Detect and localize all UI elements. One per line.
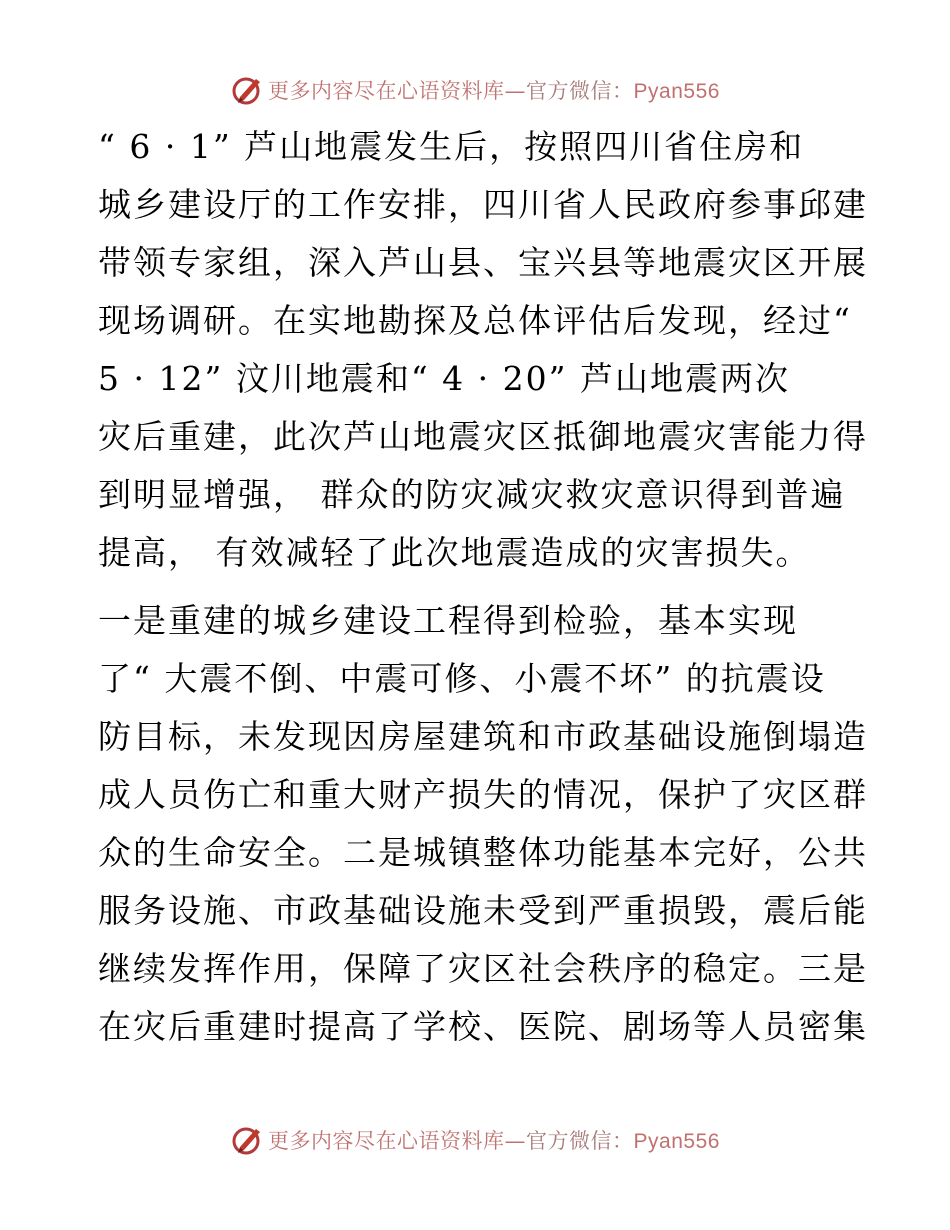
text-line: 了“ 大震不倒、中震可修、小震不坏” 的抗震设 xyxy=(98,659,826,698)
text-line: 灾后重建，此次芦山地震灾区抵御地震灾害能力得 xyxy=(98,417,868,456)
text-line: 带领专家组，深入芦山县、宝兴县等地震灾区开展 xyxy=(98,243,868,282)
text-line: 防目标，未发现因房屋建筑和市政基础设施倒塌造 xyxy=(98,717,868,756)
header-banner xyxy=(0,70,950,110)
text-line: 提高， 有效减轻了此次地震造成的灾害损失。 xyxy=(98,533,811,572)
banner-wechat-id: Pyan556 xyxy=(633,1130,720,1153)
paragraph-1 xyxy=(98,118,868,582)
text-line: 现场调研。在实地勘探及总体评估后发现，经过“ xyxy=(98,301,852,340)
pen-logo-icon xyxy=(230,73,264,107)
paragraph-2 xyxy=(98,592,868,1056)
text-line: 众的生命安全。二是城镇整体功能基本完好，公共 xyxy=(98,833,868,872)
text-line: “ 6 · 1” 芦山地震发生后，按照四川省住房和 xyxy=(98,127,805,166)
banner-wechat-label: 官方微信： xyxy=(526,79,634,103)
footer-banner xyxy=(0,1120,950,1160)
text-line: 继续发挥作用，保障了灾区社会秩序的稳定。三是 xyxy=(98,949,868,988)
text-line: 一是重建的城乡建设工程得到检验，基本实现 xyxy=(98,601,798,640)
banner-wechat-label: 官方微信： xyxy=(526,1129,634,1153)
document-body xyxy=(98,118,868,1056)
text-line: 在灾后重建时提高了学校、医院、剧场等人员密集 xyxy=(98,1007,868,1046)
banner-separator: — xyxy=(504,79,527,103)
pen-logo-icon xyxy=(230,1123,264,1157)
text-line: 5 · 12” 汶川地震和“ 4 · 20” 芦山地震两次 xyxy=(98,359,790,398)
text-line: 服务设施、市政基础设施未受到严重损毁，震后能 xyxy=(98,891,868,930)
banner-text xyxy=(268,1125,720,1155)
text-line: 成人员伤亡和重大财产损失的情况，保护了灾区群 xyxy=(98,775,868,814)
text-line: 到明显增强， 群众的防灾减灾救灾意识得到普遍 xyxy=(98,475,846,514)
text-line: 城乡建设厅的工作安排，四川省人民政府参事邱建 xyxy=(98,185,868,224)
banner-wechat-id: Pyan556 xyxy=(633,80,720,103)
paragraph-gap xyxy=(98,582,858,592)
banner-text xyxy=(268,75,720,105)
banner-separator: — xyxy=(504,1129,527,1153)
banner-promo: 更多内容尽在心语资料库 xyxy=(268,1129,505,1153)
banner-promo: 更多内容尽在心语资料库 xyxy=(268,79,505,103)
